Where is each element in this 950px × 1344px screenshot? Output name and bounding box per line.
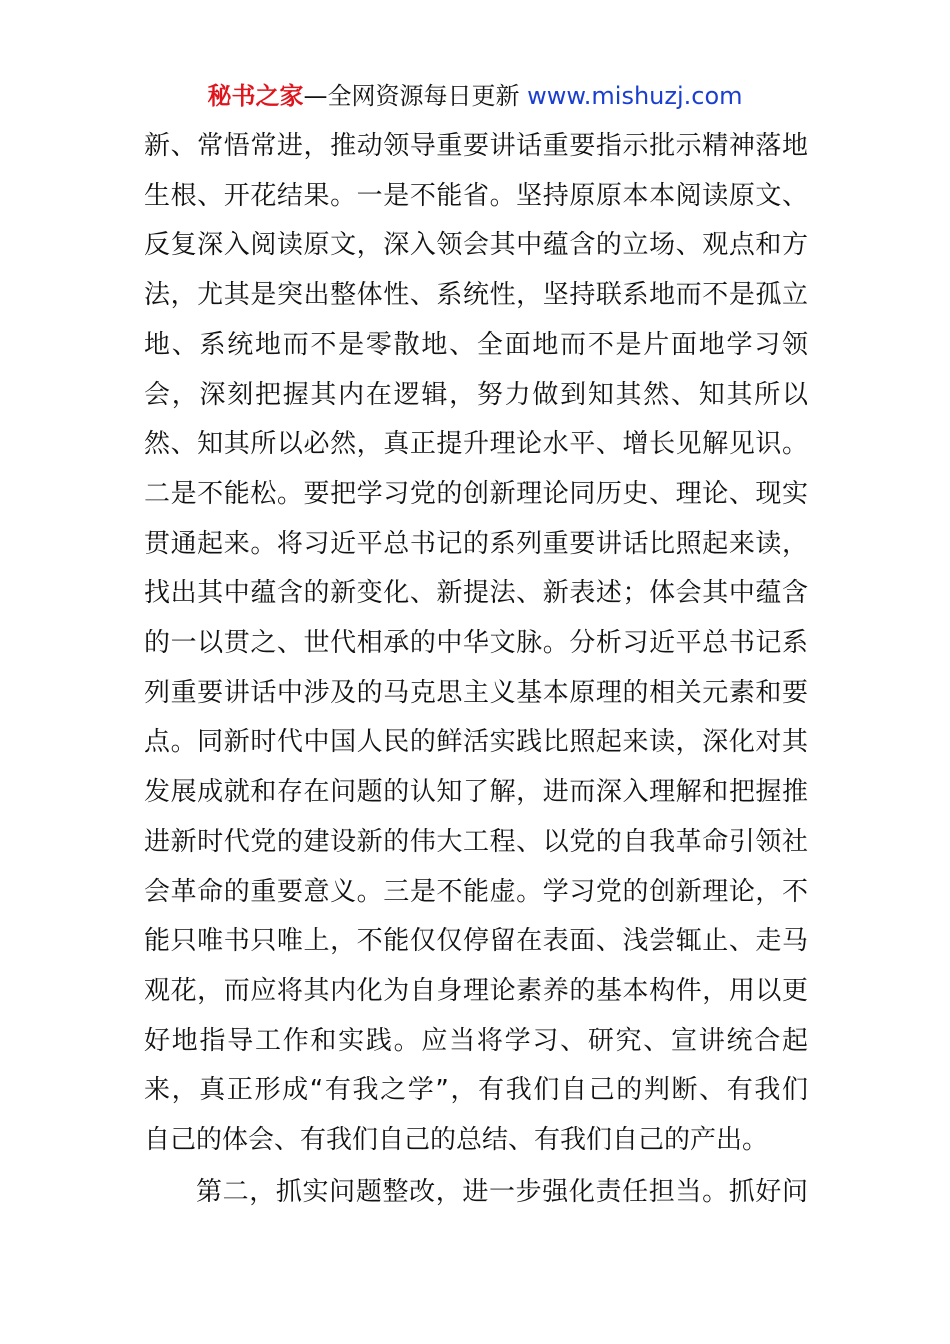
text-line: 新、常悟常进，推动领导重要讲话重要指示批示精神落地: [144, 131, 808, 161]
text-line: 法，尤其是突出整体性、系统性，坚持联系地而不是孤立: [144, 280, 808, 311]
next-paragraph-start: 第二，抓实问题整改，进一步强化责任担当。抓好问: [196, 1177, 808, 1207]
text-line: 会革命的重要意义。三是不能虚。学习党的创新理论，不: [144, 876, 808, 907]
text-line: 进新时代党的建设新的伟大工程、以党的自我革命引领社: [144, 826, 808, 857]
text-line: 二是不能松。要把学习党的创新理论同历史、理论、现实: [144, 478, 808, 509]
text-line: 的一以贯之、世代相承的中华文脉。分析习近平总书记系: [144, 628, 808, 659]
text-line: 地、系统地而不是零散地、全面地而不是片面地学习领: [144, 329, 808, 360]
body-paragraph: [144, 122, 808, 1166]
text-line: 发展成就和存在问题的认知了解，进而深入理解和把握推: [144, 777, 808, 808]
text-line-last: 自己的体会、有我们自己的总结、有我们自己的产出。: [144, 1125, 769, 1156]
text-line: 点。同新时代中国人民的鲜活实践比照起来读，深化对其: [144, 727, 808, 758]
text-line: 来，真正形成“有我之学”，有我们自己的判断、有我们: [144, 1075, 808, 1106]
site-brand: 秘书之家: [207, 82, 304, 110]
text-line: 生根、开花结果。一是不能省。坚持原原本本阅读原文、: [144, 180, 808, 211]
site-header: [0, 80, 950, 112]
text-line: 贯通起来。将习近平总书记的系列重要讲话比照起来读，: [144, 528, 808, 559]
site-tagline: —全网资源每日更新: [303, 82, 520, 110]
text-line: 反复深入阅读原文，深入领会其中蕴含的立场、观点和方: [144, 230, 808, 261]
site-url-link[interactable]: www.mishuzj.com: [527, 82, 743, 110]
text-line: 找出其中蕴含的新变化、新提法、新表述；体会其中蕴含: [144, 578, 808, 609]
text-line: 列重要讲话中涉及的马克思主义基本原理的相关元素和要: [144, 677, 808, 708]
text-line: 然、知其所以必然，真正提升理论水平、增长见解见识。: [144, 429, 808, 460]
text-line: 观花，而应将其内化为自身理论素养的基本构件，用以更: [144, 975, 808, 1006]
text-line: 能只唯书只唯上，不能仅仅停留在表面、浅尝辄止、走马: [144, 926, 808, 957]
text-line: 会，深刻把握其内在逻辑，努力做到知其然、知其所以: [144, 379, 808, 410]
text-line: 好地指导工作和实践。应当将学习、研究、宣讲统合起: [144, 1025, 808, 1056]
